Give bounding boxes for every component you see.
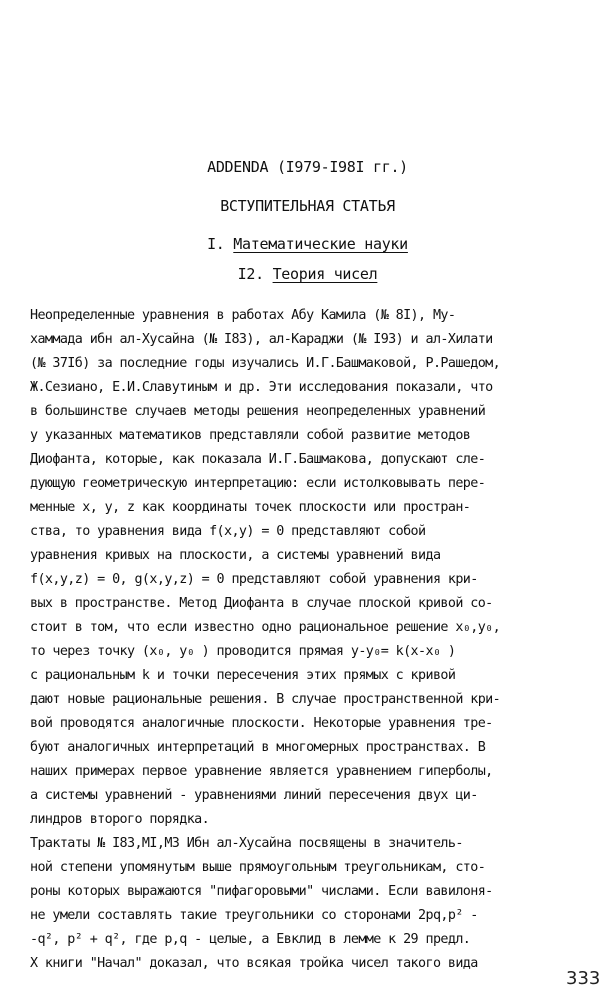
text-line: f(x,y,z) = 0, g(x,y,z) = 0 представляют собой уравнения кри- (30, 572, 478, 587)
text-line: хаммада ибн ал-Хусайна (№ I83), ал-Караджи (№ I93) и ал-Хилати (30, 332, 493, 347)
text-line: менные x, y, z как координаты точек плоскости или простран- (30, 500, 471, 515)
text-line: -q², p² + q², где p,q - целые, а Евклид в лемме к 29 предл. (30, 932, 471, 947)
text-line: Неопределенные уравнения в работах Абу Камила (№ 8I), Му- (30, 308, 456, 323)
text-line: дают новые рациональные решения. В случае пространственной кри- (30, 692, 501, 707)
text-line: Ж.Сезиано, Е.И.Славутиным и др. Эти исследования показали, что (30, 380, 493, 395)
text-line: (№ 37Iб) за последние годы изучались И.Г.Башмаковой, Р.Рашедом, (30, 356, 501, 371)
text-line: дующую геометрическую интерпретацию: если истолковывать пере- (30, 476, 486, 491)
addenda-text: ADDENDA (I979-I98I гг.) (207, 158, 408, 176)
text-line: с рациональным k и точки пересечения этих прямых с кривой (30, 668, 456, 683)
text-line: вой проводятся аналогичные плоскости. Некоторые уравнения тре- (30, 716, 493, 731)
subsection-number: I2. (237, 265, 273, 283)
section-heading (0, 235, 615, 253)
text-line: не умели составлять такие треугольники со сторонами 2pq,p² - (30, 908, 478, 923)
text-line: вых в пространстве. Метод Диофанта в случае плоской кривой со- (30, 596, 493, 611)
text-line: у указанных математиков представляли собой развитие методов (30, 428, 471, 443)
text-line: ной степени упомянутым выше прямоугольным треугольникам, сто- (30, 860, 486, 875)
text-line: а системы уравнений - уравнениями линий пересечения двух ци- (30, 788, 478, 803)
page-number: 333 (566, 968, 601, 989)
text-line: X книги "Начал" доказал, что всякая тройка чисел такого вида (30, 956, 478, 971)
subsection-title: Теория чисел (272, 265, 378, 283)
text-line: ства, то уравнения вида f(x,y) = 0 представляют собой (30, 524, 426, 539)
text-line: наших примерах первое уравнение является уравнением гиперболы, (30, 764, 493, 779)
text-line: то через точку (x₀, y₀ ) проводится прямая y-y₀= k(x-x₀ ) (30, 644, 456, 659)
text-line: уравнения кривых на плоскости, а системы уравнений вида (30, 548, 441, 563)
text-line: Трактаты № I83,MI,M3 Ибн ал-Хусайна посвящены в значитель- (30, 836, 463, 851)
addenda-heading (0, 158, 615, 176)
section-number: I. (207, 235, 234, 253)
intro-title (0, 197, 615, 215)
text-line: буют аналогичных интерпретаций в многомерных пространствах. В (30, 740, 486, 755)
text-line: в большинстве случаев методы решения неопределенных уравнений (30, 404, 486, 419)
subsection-heading (0, 265, 615, 283)
text-line: Диофанта, которые, как показала И.Г.Башмакова, допускают сле- (30, 452, 486, 467)
text-line: линдров второго порядка. (30, 812, 210, 827)
intro-title-text: ВСТУПИТЕЛЬНАЯ СТАТЬЯ (220, 197, 395, 215)
text-line: стоит в том, что если известно одно рациональное решение x₀,y₀, (30, 620, 501, 635)
section-title: Математические науки (233, 235, 408, 253)
text-line: роны которых выражаются "пифагоровыми" числами. Если вавилоня- (30, 884, 493, 899)
